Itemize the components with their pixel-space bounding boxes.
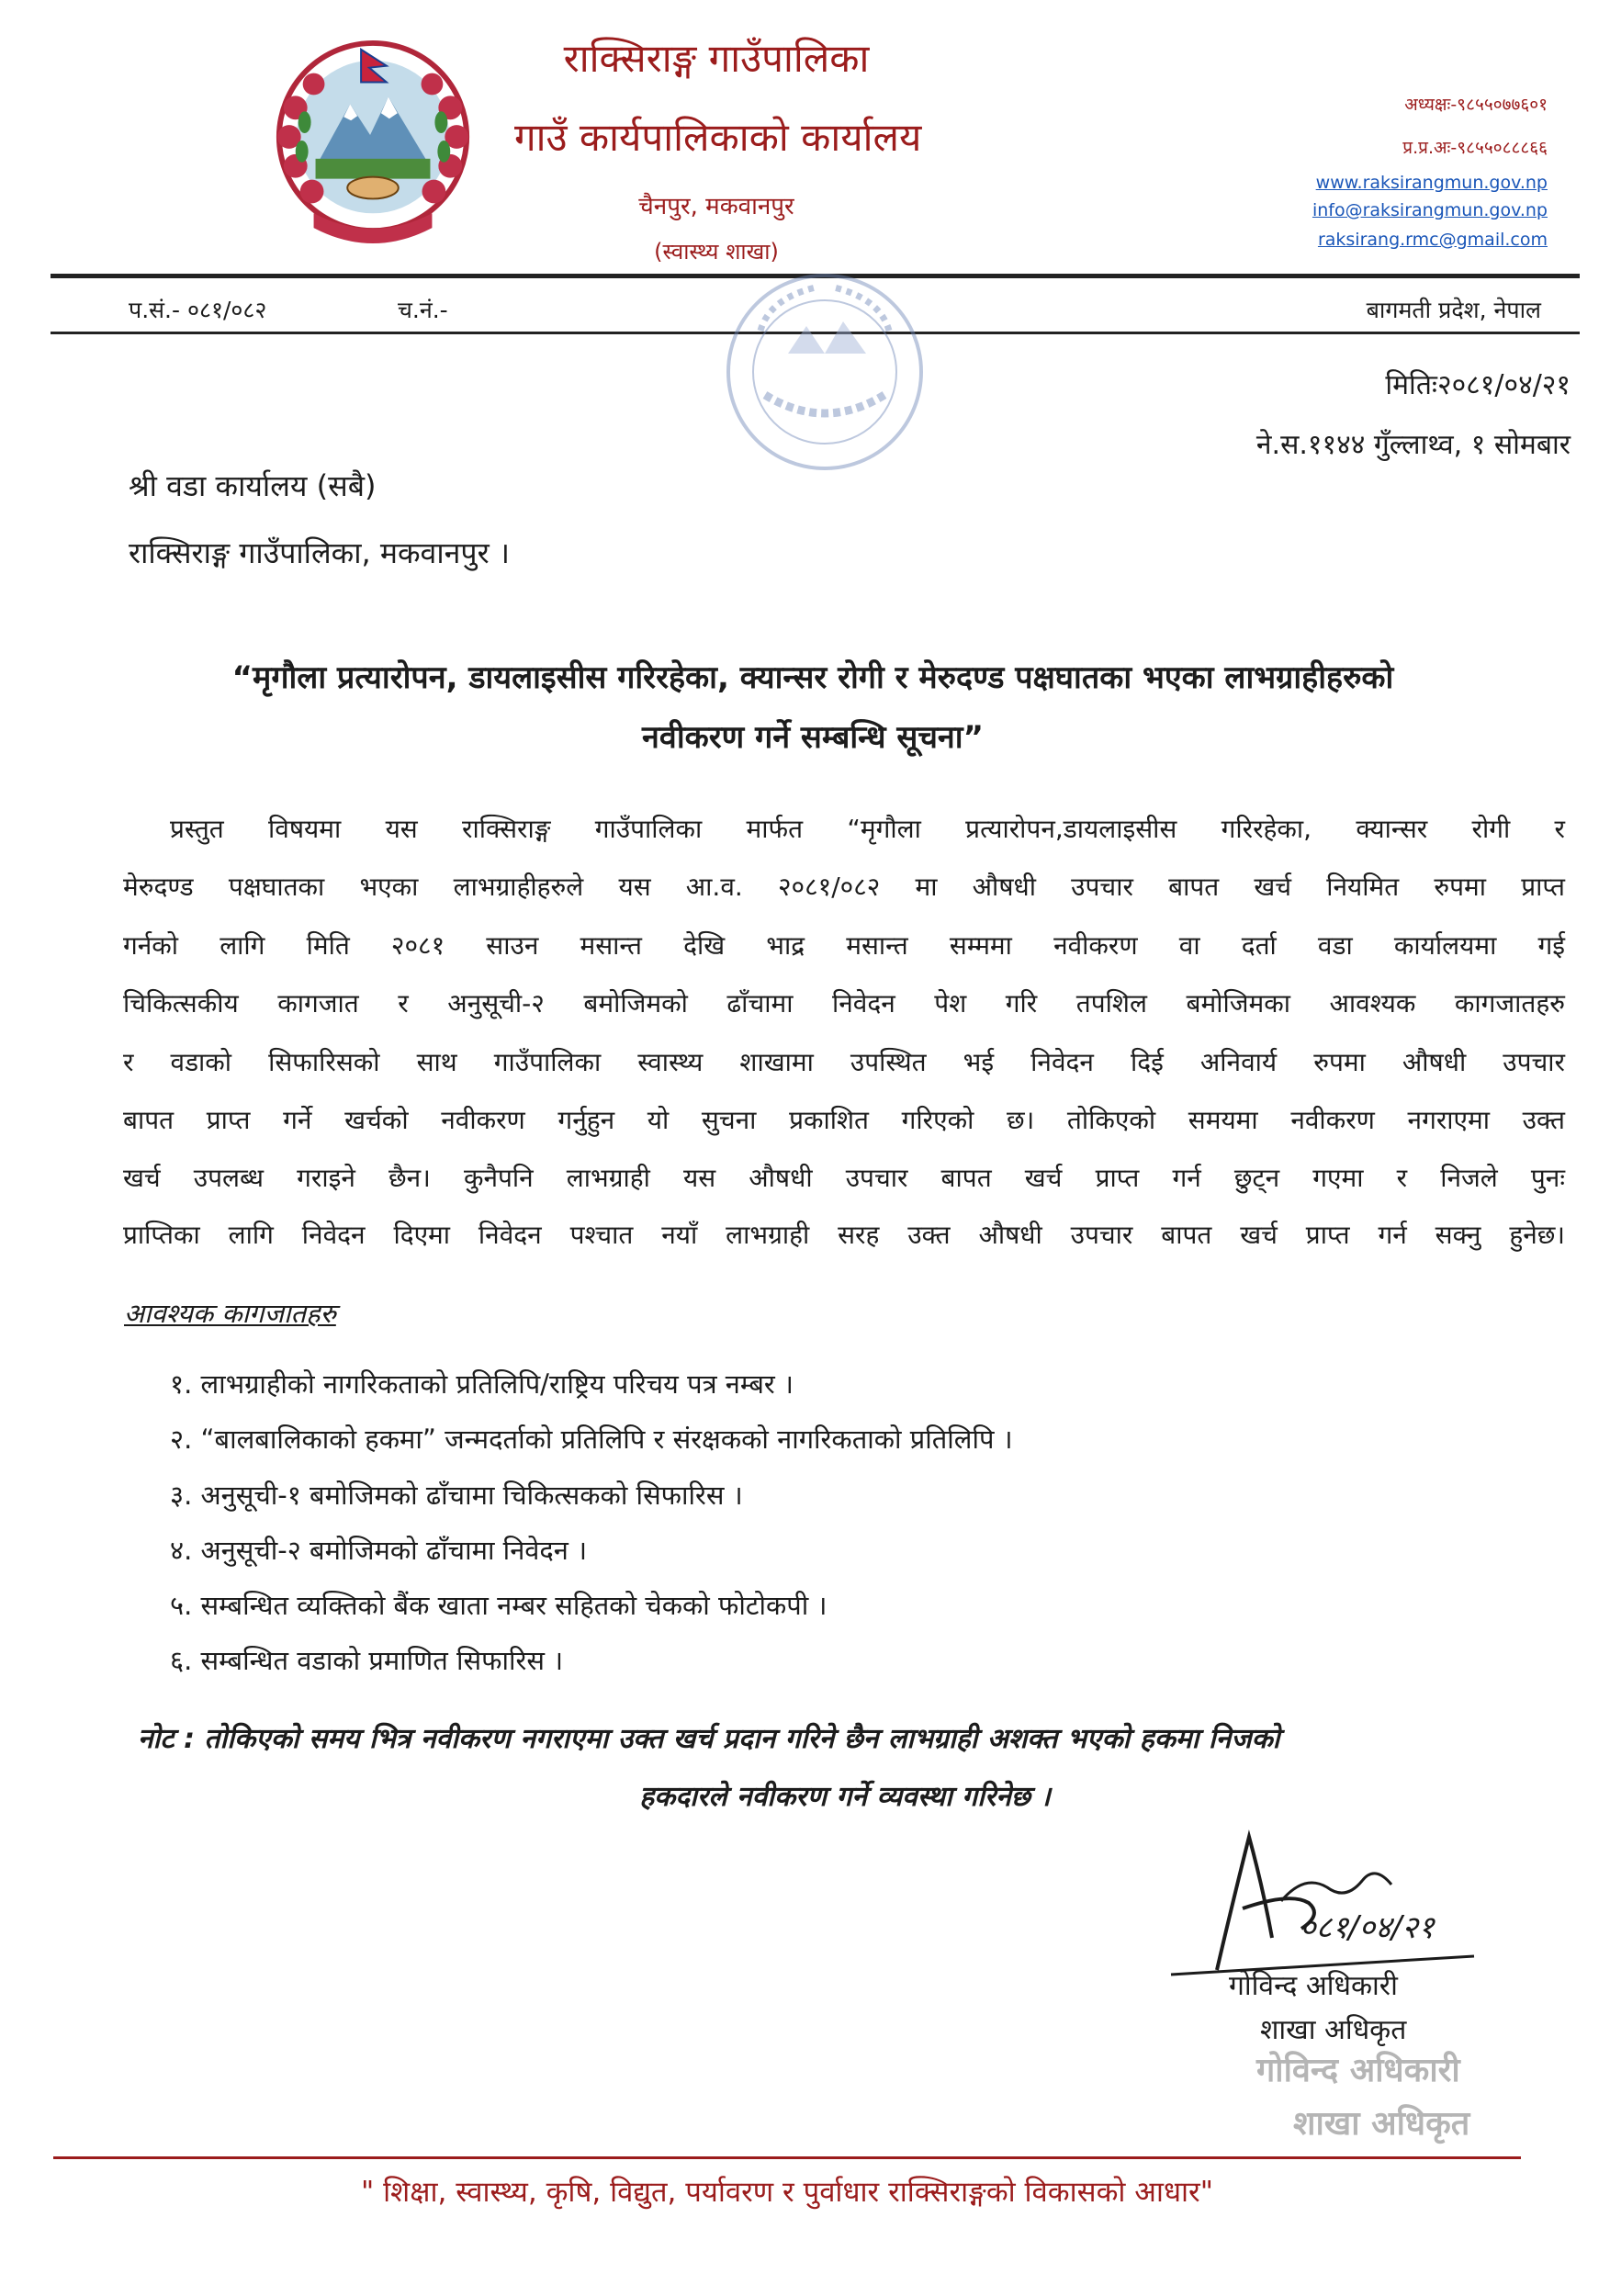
cao-phone: प्र.प्र.अः-९८५५०८८८६६ xyxy=(1402,138,1548,158)
requirement-item: ५. सम्बन्धित व्यक्तिको बैंक खाता नम्बर सहितको चेकको फोटोकपी । xyxy=(170,1590,828,1621)
stamp-title: शाखा अधिकृत xyxy=(1293,2105,1470,2143)
body-line: बापत प्राप्त गर्ने खर्चको नवीकरण गर्नुहुन यो सुचना प्रकाशित गरिएको छ। तोकिएको समयमा नवीकरण नगराएमा उक्त xyxy=(123,1105,1565,1135)
email-gmail-link[interactable]: raksirang.rmc@gmail.com xyxy=(1317,230,1548,250)
requirement-item: ३. अनुसूची-१ बमोजिमको ढाँचामा चिकित्सकको सिफारिस । xyxy=(170,1480,743,1511)
office-seal-stamp xyxy=(678,262,972,482)
body-line: र वडाको सिफारिसको साथ गाउँपालिका स्वास्थ्य शाखामा उपस्थित भई निवेदन दिई अनिवार्य रुपमा औषधी उपचार xyxy=(123,1047,1565,1077)
signature-image xyxy=(1162,1800,1566,1988)
office-location: चैनपुर, मकवानपुर xyxy=(638,193,794,220)
nepal-sambat-date: ने.स.११४४ गुँल्लाथ्व, १ सोमबार xyxy=(1255,429,1571,461)
chair-phone: अध्यक्षः-९८५५०७७६०१ xyxy=(1404,95,1548,115)
signature-date: ०८१/०४/२१ xyxy=(1300,1909,1435,1946)
office-branch: (स्वास्थ्य शाखा) xyxy=(654,239,779,264)
body-line: खर्च उपलब्ध गराइने छैन। कुनैपनि लाभग्राही यस औषधी उपचार बापत खर्च प्राप्त गर्न छुट्न गएमा र निजले पुनः xyxy=(123,1163,1565,1193)
body-line: प्राप्तिका लागि निवेदन दिएमा निवेदन पश्चात नयाँ लाभग्राही सरह उक्त औषधी उपचार बापत खर्च प्राप्त गर्न सक्नु हुनेछ। xyxy=(123,1220,1565,1250)
body-line: प्रस्तुत विषयमा यस राक्सिराङ्ग गाउँपालिका मार्फत “मृगौला प्रत्यारोपन,डायलाइसीस गरिरहेका, क्यान्सर रोगी र xyxy=(170,814,1565,844)
letter-date: मितिः२०८१/०४/२१ xyxy=(1385,369,1571,401)
reference-ps: प.सं.- ०८१/०८२ xyxy=(129,297,267,323)
body-line: चिकित्सकीय कागजात र अनुसूची-२ बमोजिमको ढाँचामा निवेदन पेश गरि तपशिल बमोजिमका आवश्यक कागजातहरु xyxy=(123,988,1565,1019)
office-subtitle: गाउँ कार्यपालिकाको कार्यालय xyxy=(514,115,922,160)
province-name: बागमती प्रदेश, नेपाल xyxy=(1366,297,1541,323)
requirement-item: ४. अनुसूची-२ बमोजिमको ढाँचामा निवेदन । xyxy=(170,1535,588,1566)
stamp-name: गोविन्द अधिकारी xyxy=(1256,2052,1460,2089)
note-line-2: हकदारले नवीकरण गर्ने व्यवस्था गरिनेछ । xyxy=(639,1781,1051,1813)
reference-cn: च.नं.- xyxy=(398,297,448,323)
officer-name: गोविन्द अधिकारी xyxy=(1229,1970,1398,2002)
notice-title-line-2: नवीकरण गर्ने सम्बन्धि सूचना” xyxy=(642,719,984,756)
office-seal-image xyxy=(678,262,972,482)
addressee-line-1: श्री वडा कार्यालय (सबै) xyxy=(129,468,377,503)
addressee-line-2: राक्सिराङ्ग गाउँपालिका, मकवानपुर । xyxy=(129,535,510,570)
municipality-emblem-image xyxy=(259,35,487,244)
requirement-item: २. “बालबालिकाको हकमा” जन्मदर्ताको प्रतिलिपि र संरक्षकको नागरिकताको प्रतिलिपि । xyxy=(170,1424,1013,1455)
note-line-1: नोट : तोकिएको समय भित्र नवीकरण नगराएमा उक्त खर्च प्रदान गरिने छैन लाभग्राही अशक्त भएको हकमा निजको xyxy=(138,1723,1280,1755)
office-name: राक्सिराङ्ग गाउँपालिका xyxy=(563,36,870,81)
requirements-heading: आवश्यक कागजातहरु xyxy=(124,1298,336,1329)
officer-title: शाखा अधिकृत xyxy=(1260,2014,1407,2046)
body-line: गर्नको लागि मिति २०८१ साउन मसान्त देखि भाद्र मसान्त सम्ममा नवीकरण वा दर्ता वडा कार्यालयमा गई xyxy=(123,930,1565,961)
requirement-item: ६. सम्बन्धित वडाको प्रमाणित सिफारिस । xyxy=(170,1645,564,1676)
handwritten-signature xyxy=(1162,1800,1566,1988)
requirement-item: १. लाभग्राहीको नागरिकताको प्रतिलिपि/राष्ट्रिय परिचय पत्र नम्बर । xyxy=(170,1368,794,1400)
footer-rule xyxy=(53,2156,1521,2159)
email-info-link[interactable]: info@raksirangmun.gov.np xyxy=(1312,200,1548,220)
body-line: मेरुदण्ड पक्षघातका भएका लाभग्राहीहरुले यस आ.व. २०८१/०८२ मा औषधी उपचार बापत खर्च नियमित रुपमा प्राप्त xyxy=(123,872,1565,902)
officer-name-stamp xyxy=(1249,2037,1552,2156)
website-link[interactable]: www.raksirangmun.gov.np xyxy=(1315,173,1548,193)
officer-stamp-image xyxy=(1249,2037,1552,2156)
municipality-emblem xyxy=(259,35,487,244)
footer-motto: " शिक्षा, स्वास्थ्य, कृषि, विद्युत, पर्यावरण र पुर्वाधार राक्सिराङ्गको विकासको आधार" xyxy=(361,2176,1213,2209)
notice-title-line-1: “मृगौला प्रत्यारोपन, डायलाइसीस गरिरहेका, क्यान्सर रोगी र मेरुदण्ड पक्षघातका भएका लाभग्राहीहरुको xyxy=(231,659,1394,696)
